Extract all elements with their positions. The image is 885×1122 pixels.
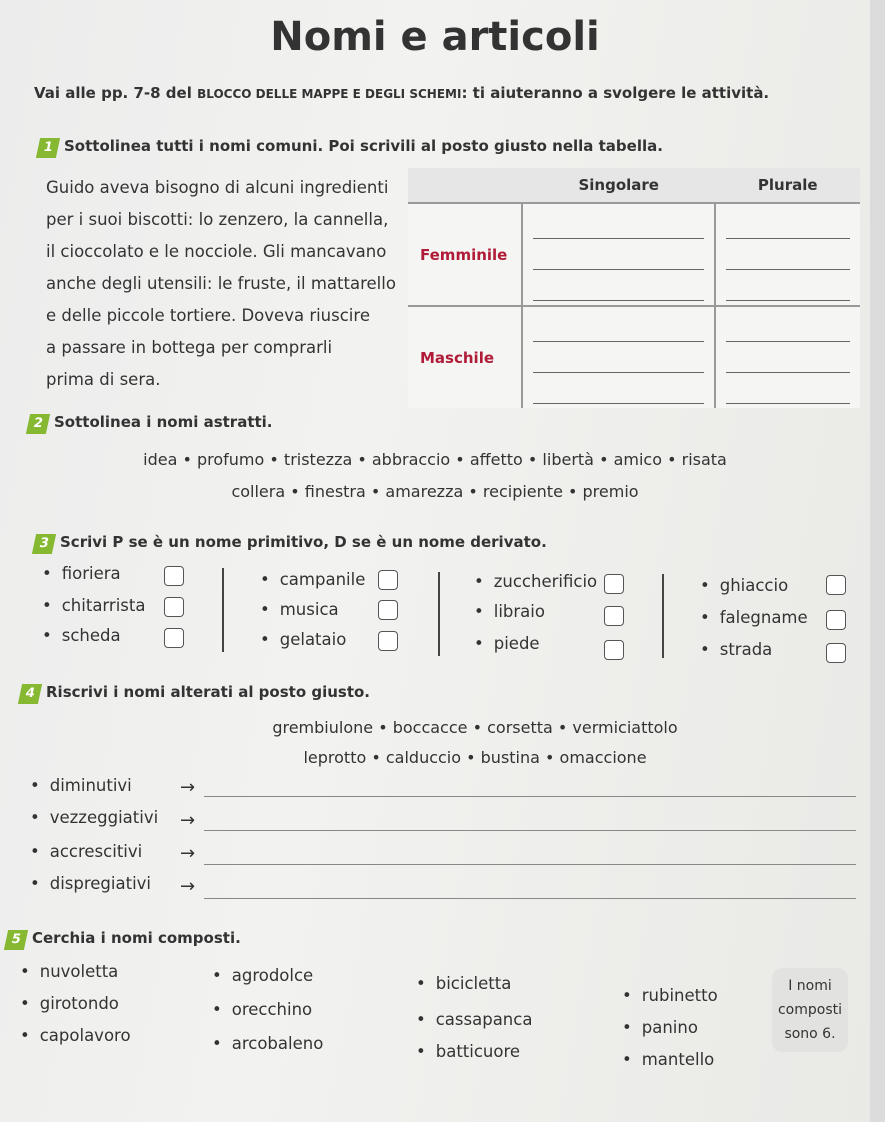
answer-line-dispregiativi[interactable] bbox=[204, 898, 856, 899]
note-line: composti bbox=[777, 1002, 843, 1018]
ex3-word: • zuccherificio bbox=[474, 572, 597, 591]
answer-box[interactable] bbox=[378, 600, 398, 620]
ex5-word[interactable]: • batticuore bbox=[416, 1042, 520, 1061]
answer-box[interactable] bbox=[826, 643, 846, 663]
intro-pre: Vai alle pp. 7-8 del bbox=[34, 84, 198, 102]
ex3-header bbox=[34, 532, 547, 554]
ex2-words-line2[interactable]: collera • finestra • amarezza • recipiente • premio bbox=[231, 482, 639, 501]
answer-line-vezzeggiativi[interactable] bbox=[204, 830, 856, 831]
ex5-word[interactable]: • bicicletta bbox=[416, 974, 511, 993]
ex4-words-line1: grembiulone • boccacce • corsetta • vermiciattolo bbox=[272, 718, 678, 737]
gender-number-table bbox=[408, 168, 860, 408]
column-divider bbox=[662, 574, 664, 658]
ex3-word: • ghiaccio bbox=[700, 576, 788, 595]
ex2-instruction: Sottolinea i nomi astratti. bbox=[54, 413, 273, 431]
answer-box[interactable] bbox=[164, 566, 184, 586]
ex1-number: 1 bbox=[36, 138, 60, 158]
column-divider bbox=[438, 572, 440, 656]
ex3-word: • campanile bbox=[260, 570, 365, 589]
ex5-word[interactable]: • panino bbox=[622, 1018, 698, 1037]
ex5-word[interactable]: • cassapanca bbox=[416, 1010, 532, 1029]
ex3-word: • chitarrista bbox=[42, 596, 145, 615]
ex3-word: • gelataio bbox=[260, 630, 346, 649]
page-title: Nomi e articoli bbox=[270, 14, 600, 60]
ex4-header bbox=[20, 682, 370, 704]
ex5-word[interactable]: • nuvoletta bbox=[20, 962, 118, 981]
answer-box[interactable] bbox=[378, 631, 398, 651]
ex5-word[interactable]: • agrodolce bbox=[212, 966, 313, 985]
ex2-number: 2 bbox=[26, 414, 50, 434]
ex5-word[interactable]: • girotondo bbox=[20, 994, 119, 1013]
ex4-words-line2: leprotto • calduccio • bustina • omaccione bbox=[303, 748, 647, 767]
answer-line-diminutivi[interactable] bbox=[204, 796, 856, 797]
row-femminile: Femminile bbox=[408, 203, 522, 306]
row-maschile: Maschile bbox=[408, 306, 522, 408]
ex1-line: il cioccolato e le nocciole. Gli mancavano bbox=[46, 242, 387, 261]
answer-cell-fem-plur[interactable] bbox=[715, 203, 860, 306]
ex5-number: 5 bbox=[4, 930, 28, 950]
ex4-number: 4 bbox=[18, 684, 42, 704]
category-accrescitivi: • accrescitivi bbox=[30, 842, 142, 861]
arrow-right-icon: → bbox=[180, 810, 196, 831]
category-dispregiativi: • dispregiativi bbox=[30, 874, 151, 893]
answer-cell-fem-sing[interactable] bbox=[522, 203, 715, 306]
answer-box[interactable] bbox=[826, 575, 846, 595]
arrow-right-icon: → bbox=[180, 843, 196, 864]
answer-box[interactable] bbox=[604, 606, 624, 626]
ex3-word: • scheda bbox=[42, 626, 121, 645]
ex4-instruction: Riscrivi i nomi alterati al posto giusto. bbox=[46, 683, 371, 701]
ex5-word[interactable]: • orecchino bbox=[212, 1000, 312, 1019]
note-line: sono 6. bbox=[784, 1026, 836, 1042]
ex1-line: anche degli utensili: le fruste, il mattarello bbox=[46, 274, 396, 293]
answer-box[interactable] bbox=[604, 640, 624, 660]
ex3-word: • strada bbox=[700, 640, 772, 659]
ex3-number: 3 bbox=[32, 534, 56, 554]
ex3-word: • falegname bbox=[700, 608, 808, 627]
arrow-right-icon: → bbox=[180, 876, 196, 897]
ex2-words-line1[interactable]: idea • profumo • tristezza • abbraccio • affetto • libertà • amico • risata bbox=[143, 450, 727, 469]
composite-count-note bbox=[772, 968, 848, 1052]
ex1-header bbox=[38, 136, 663, 158]
answer-line-accrescitivi[interactable] bbox=[204, 864, 856, 865]
ex5-word[interactable]: • arcobaleno bbox=[212, 1034, 323, 1053]
column-divider bbox=[222, 568, 224, 652]
ex3-instruction: Scrivi P se è un nome primitivo, D se è un nome derivato. bbox=[60, 533, 547, 551]
answer-cell-masc-sing[interactable] bbox=[522, 306, 715, 408]
ex5-word[interactable]: • capolavoro bbox=[20, 1026, 131, 1045]
answer-box[interactable] bbox=[164, 597, 184, 617]
ex1-line: Guido aveva bisogno di alcuni ingredienti bbox=[46, 178, 389, 197]
ex1-passage bbox=[46, 172, 396, 396]
answer-box[interactable] bbox=[826, 610, 846, 630]
ex1-line: e delle piccole tortiere. Doveva riuscire bbox=[46, 306, 370, 325]
category-vezzeggiativi: • vezzeggiativi bbox=[30, 808, 158, 827]
answer-box[interactable] bbox=[378, 570, 398, 590]
ex1-instruction: Sottolinea tutti i nomi comuni. Poi scrivili al posto giusto nella tabella. bbox=[64, 137, 663, 155]
intro-post: : ti aiuteranno a svolgere le attività. bbox=[461, 84, 770, 102]
answer-box[interactable] bbox=[604, 574, 624, 594]
ex1-line: per i suoi biscotti: lo zenzero, la cannella, bbox=[46, 210, 389, 229]
answer-cell-masc-plur[interactable] bbox=[715, 306, 860, 408]
ex3-word: • fioriera bbox=[42, 564, 121, 583]
intro-caps: BLOCCO DELLE MAPPE E DEGLI SCHEMI bbox=[197, 87, 462, 101]
ex5-header bbox=[6, 928, 241, 950]
header-singolare: Singolare bbox=[522, 168, 715, 203]
ex1-line: prima di sera. bbox=[46, 370, 161, 389]
note-line: I nomi bbox=[788, 978, 832, 994]
ex1-line: a passare in bottega per comprarli bbox=[46, 338, 333, 357]
ex2-header bbox=[28, 412, 273, 434]
ex3-word: • libraio bbox=[474, 602, 545, 621]
arrow-right-icon: → bbox=[180, 777, 196, 798]
table-corner bbox=[408, 168, 522, 203]
ex5-word[interactable]: • rubinetto bbox=[622, 986, 718, 1005]
ex3-word: • piede bbox=[474, 634, 540, 653]
ex5-instruction: Cerchia i nomi composti. bbox=[32, 929, 241, 947]
category-diminutivi: • diminutivi bbox=[30, 776, 132, 795]
ex3-word: • musica bbox=[260, 600, 339, 619]
answer-box[interactable] bbox=[164, 628, 184, 648]
header-plurale: Plurale bbox=[715, 168, 860, 203]
intro-text bbox=[34, 84, 769, 102]
ex5-word[interactable]: • mantello bbox=[622, 1050, 714, 1069]
